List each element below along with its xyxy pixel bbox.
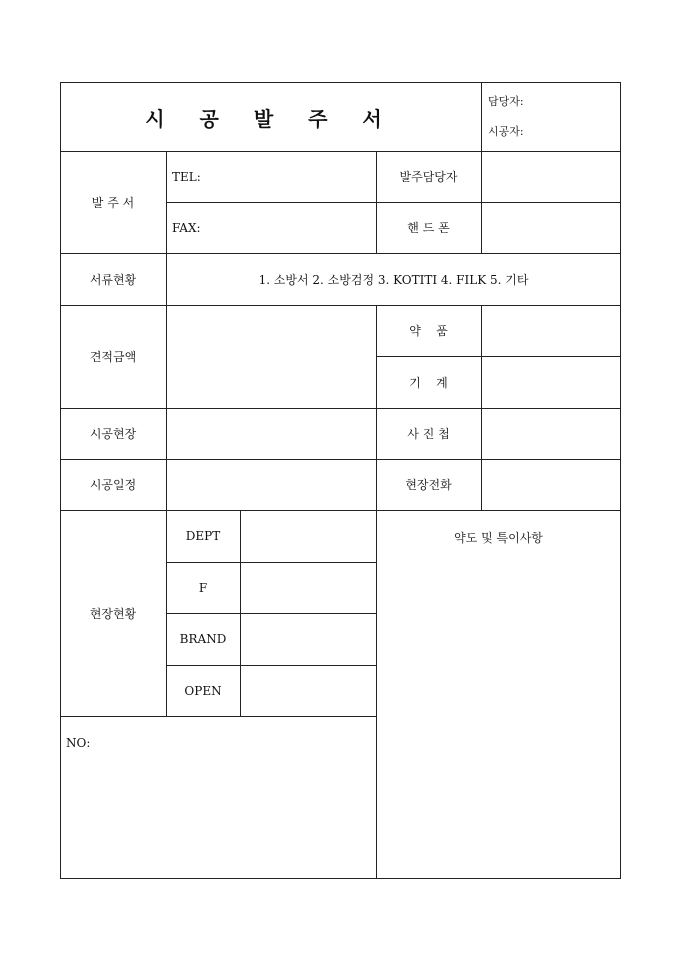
dept-label: DEPT	[185, 529, 221, 543]
chemicals-label: 약 품	[409, 324, 448, 338]
estimate-label: 견적금액	[89, 350, 137, 364]
photo-label: 사 진 첩	[407, 427, 450, 441]
site-phone-label: 현장전화	[405, 478, 452, 492]
schedule-label: 시공일정	[89, 478, 137, 492]
status-label: 현장현황	[89, 606, 137, 621]
orderer-label: 발 주 서	[91, 196, 135, 210]
machine-label: 기 계	[409, 375, 448, 390]
divider	[240, 510, 241, 717]
brand-label: BRAND	[179, 632, 227, 646]
divider	[481, 151, 482, 254]
tel-label: TEL:	[172, 169, 201, 184]
site-label: 시공현장	[89, 427, 137, 441]
divider	[481, 305, 482, 511]
documents-label: 서류현황	[89, 272, 137, 287]
contractor-label: 시공자:	[488, 125, 524, 138]
mobile-label: 핸 드 폰	[407, 221, 450, 235]
sketch-notes-label: 약도 및 특이사항	[454, 530, 543, 545]
border-bottom	[60, 878, 621, 879]
documents-options: 1. 소방서 2. 소방검정 3. KOTITI 4. FILK 5. 기타	[258, 272, 529, 287]
no-label: NO:	[66, 736, 91, 750]
fax-label: FAX:	[172, 220, 201, 235]
floor-label: F	[198, 580, 208, 595]
manager-label: 담당자:	[488, 95, 524, 108]
open-label: OPEN	[184, 683, 222, 698]
form-title: 시 공 발 주 서	[145, 106, 396, 131]
divider	[60, 716, 376, 717]
order-contact-label: 발주담당자	[399, 170, 458, 184]
